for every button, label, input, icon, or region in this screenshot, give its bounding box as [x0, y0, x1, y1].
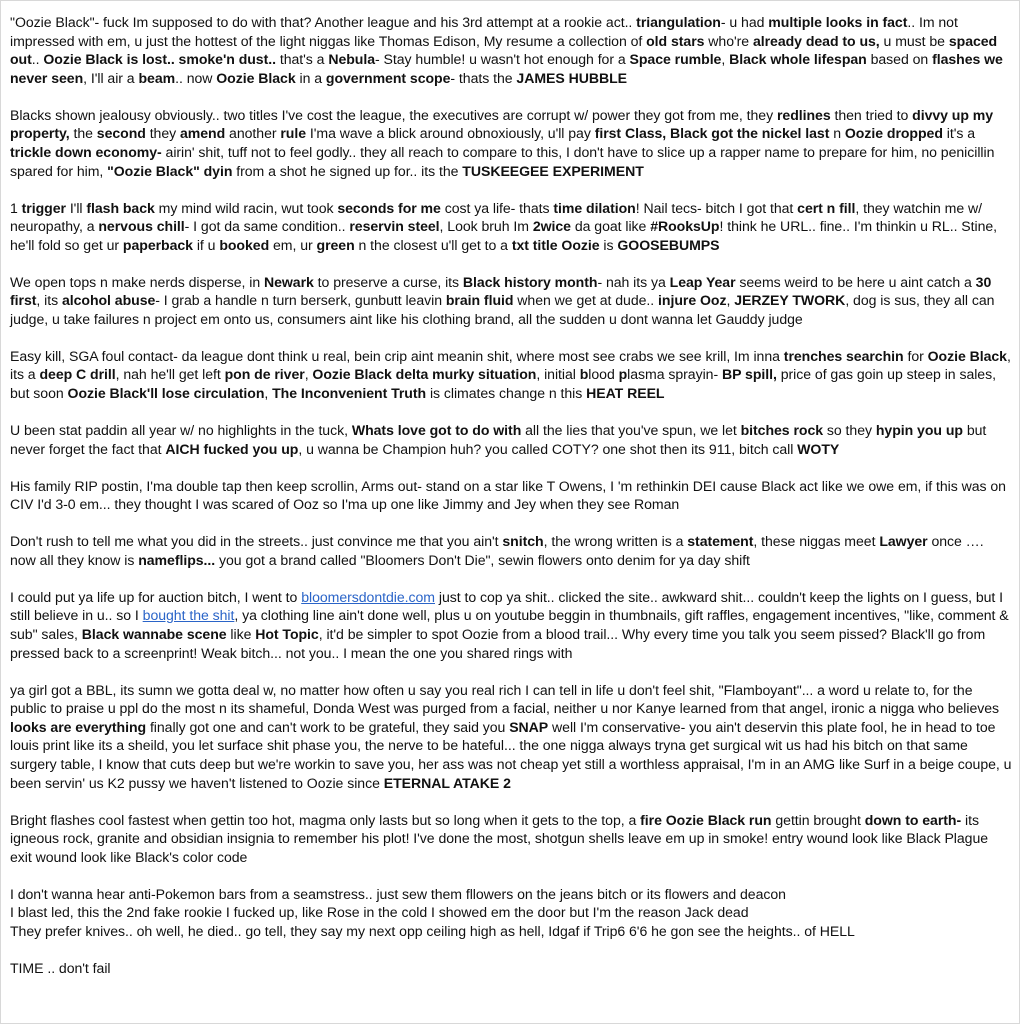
bold-text: TUSKEEGEE EXPERIMENT — [462, 162, 644, 179]
hyperlink[interactable]: bloomersdontdie.com — [301, 588, 435, 605]
text-run: .. now — [175, 69, 217, 86]
bold-text: Whats love got to do with — [351, 422, 522, 439]
text-run: - nah its ya — [597, 273, 670, 290]
text-run: like — [226, 625, 256, 642]
bold-text: reservin steel — [349, 218, 440, 235]
text-run: once …. now all they know is — [10, 533, 984, 568]
text-run: da goat like — [570, 218, 651, 235]
text-run: , I'll air a — [83, 69, 139, 86]
bold-text: flash back — [86, 199, 155, 216]
text-run: - Stay humble! u wasn't hot enough for a — [375, 51, 630, 68]
text-run: cost ya life- thats — [440, 199, 554, 216]
text-run: from a shot he signed up for.. its the — [232, 162, 463, 179]
bold-text: bitches rock — [740, 422, 824, 439]
text-run: when we get at dude.. — [513, 292, 659, 309]
text-run: my mind wild racin, wut took — [154, 199, 338, 216]
text-run: then tried to — [830, 106, 913, 123]
bold-text: Space rumble — [629, 51, 722, 68]
text-run: U been stat paddin all year w/ no highlights in the tuck, — [10, 422, 352, 439]
text-run: so they — [823, 422, 876, 439]
bold-text: Newark — [263, 273, 314, 290]
text-run: I don't wanna hear anti-Pokemon bars from a seamstress.. just sew them fllowers on the jeans bitch or its flowers and deacon — [10, 885, 786, 902]
text-run: , it'd be simpler to spot Oozie from a blood trail... Why every time you talk you seem pissed? Black'll go from pressed back to a screenprint! Weak bitch... not you.. I mean the one you shared rings with — [10, 625, 986, 661]
bold-text: Oozie Black — [216, 69, 296, 86]
bold-text: rule — [280, 125, 307, 142]
bold-text: pon de river — [224, 366, 305, 383]
text-run: well I'm conservative- you ain't deservin this plate fool, he in head to toe louis print like its a sheild, you let surface shit phase you, the nerve to be hateful... the one nigga always tryna get surgical wit us had his bitch on that same surgery table, I know that cuts deep but we're workin to save you, her ass was not cheap yet still a worthless appraisal, I'm in an AMG like Surf in a beige coupe, u been servin' us K2 pussy we haven't listened to Oozie since — [10, 718, 1012, 791]
bold-text: government scope — [325, 69, 451, 86]
bold-text: BP spill, — [721, 366, 777, 383]
text-run: , — [721, 51, 730, 68]
text-run: who're — [704, 32, 753, 49]
text-run: another — [225, 125, 281, 142]
text-run: , — [726, 292, 735, 309]
text-run: - thats the — [450, 69, 517, 86]
bold-text: green — [316, 236, 355, 253]
bold-text: snitch — [502, 533, 544, 550]
bold-text: booked — [219, 236, 270, 253]
bold-text: fire Oozie Black run — [640, 811, 772, 828]
bold-text: paperback — [122, 236, 193, 253]
bold-text: #RooksUp — [650, 218, 720, 235]
text-run: seems weird to be here u aint catch a — [735, 273, 976, 290]
bold-text: ETERNAL ATAKE 2 — [383, 774, 511, 791]
bold-text: HEAT REEL — [586, 385, 665, 402]
text-run: , nah he'll get left — [115, 366, 225, 383]
bold-text: JAMES HUBBLE — [516, 69, 628, 86]
text-run: , its a — [10, 347, 1011, 383]
bold-text: trigger — [21, 199, 66, 216]
bold-text: deep C drill — [39, 366, 116, 383]
text-run: lood — [588, 366, 619, 383]
bold-text: trenches searchin — [783, 347, 904, 364]
text-run: I could put ya life up for auction bitch, I went to — [10, 588, 302, 605]
bold-text: already dead to us, — [752, 32, 880, 49]
bold-text: Leap Year — [669, 273, 736, 290]
bold-text: divvy up my property, — [10, 106, 994, 142]
bold-text: seconds for me — [337, 199, 441, 216]
bold-text: 30 first — [10, 273, 992, 309]
bold-text: beam — [138, 69, 176, 86]
text-run: , initial — [536, 366, 580, 383]
text-run: but never forget the fact that — [10, 422, 987, 457]
bold-text: multiple looks in fact — [768, 14, 908, 30]
bold-text: Black whole lifespan — [729, 51, 867, 68]
text-run: airin' shit, tuff not to feel godly.. they all reach to compare to this, I don't have to slice up a rapper name to prepare for him, no penicillin spared for him, — [10, 143, 995, 179]
bold-text: time dilation — [553, 199, 636, 216]
paragraph-4 — [10, 273, 1012, 329]
text-run: , the wrong written is a — [543, 533, 688, 550]
paragraph-12 — [10, 885, 1012, 904]
text-run: for — [903, 347, 928, 364]
text-run: Blacks shown jealousy obviously.. two titles I've cost the league, the executives are corrupt w/ power they got from me, they — [10, 106, 777, 123]
text-run: I'll — [65, 199, 87, 216]
text-run: .. Im not impressed with em, u just the hottest of the light niggas like Thomas Edison, My resume a collection of — [10, 14, 958, 49]
text-run: I'ma wave a blick around obnoxiously, u'll pay — [306, 125, 595, 142]
text-run: all the lies that you've spun, we let — [521, 422, 741, 439]
text-run: in a — [295, 69, 326, 86]
bold-text: txt title Oozie — [511, 236, 600, 253]
text-run: Don't rush to tell me what you did in the streets.. just convince me that you ain't — [10, 533, 503, 550]
text-run: Bright flashes cool fastest when gettin too hot, magma only lasts but so long when it gets to the top, a — [10, 811, 641, 828]
paragraph-3 — [10, 199, 1012, 255]
bold-text: alcohol abuse — [61, 292, 156, 309]
bold-text: AICH fucked you up — [165, 440, 299, 457]
text-run: n the closest u'll get to a — [354, 236, 512, 253]
bold-text: "Oozie Black" dyin — [107, 162, 233, 179]
bold-text: cert n fill — [797, 199, 856, 216]
text-run: n — [829, 125, 845, 142]
text-run: , dog is sus, they all can judge, u take failures n project em onto us, consumers aint like his clothing brand, all the sudden u dont wanna let Gauddy judge — [10, 292, 995, 327]
paragraph-10 — [10, 681, 1012, 793]
bold-text: 2wice — [532, 218, 571, 235]
paragraph-7 — [10, 477, 1012, 514]
text-run: gettin brought — [771, 811, 865, 828]
paragraph-1 — [10, 13, 1012, 87]
bold-text: redlines — [776, 106, 831, 123]
bold-text: nameflips... — [138, 551, 216, 568]
paragraph-5 — [10, 347, 1012, 403]
paragraph-15 — [10, 959, 1012, 978]
text-run: We open tops n make nerds disperse, in — [10, 273, 264, 290]
bold-text: hypin you up — [875, 422, 963, 439]
text-run: the — [69, 125, 97, 142]
text-run: based on — [866, 51, 933, 68]
text-run: ! think he URL.. fine.. I'm thinkin u RL.. Stine, he'll fold so get ur — [10, 218, 998, 253]
paragraph-13 — [10, 903, 1012, 922]
bold-text: Oozie dropped — [844, 125, 943, 142]
text-run: that's a — [275, 51, 329, 68]
paragraph-2 — [10, 106, 1012, 180]
bold-text: down to earth- — [864, 811, 962, 828]
bold-text: Oozie Black'll lose circulation — [67, 385, 265, 402]
text-run: TIME .. don't fail — [10, 959, 111, 976]
bold-text: JERZEY TWORK — [734, 292, 846, 309]
text-run: is — [599, 236, 618, 253]
text-run: - I grab a handle n turn berserk, gunbutt leavin — [155, 292, 446, 309]
text-run: , — [264, 385, 273, 402]
text-run: , — [304, 366, 313, 383]
bold-text: p — [618, 366, 628, 383]
text-run: , Look bruh Im — [439, 218, 533, 235]
bold-text: looks are everything — [10, 718, 147, 735]
bold-text: triangulation — [636, 14, 721, 30]
text-run: ! Nail tecs- bitch I got that — [635, 199, 798, 216]
bold-text: flashes we never seen — [10, 51, 1003, 86]
text-run: - u had — [720, 14, 769, 30]
text-run: is climates change n this — [426, 385, 587, 402]
bold-text: trickle down economy- — [10, 143, 162, 160]
document-body — [10, 13, 1012, 977]
bold-text: Lawyer — [879, 533, 928, 550]
bold-text: statement — [687, 533, 754, 550]
bold-text: b — [579, 366, 589, 383]
text-run: u must be — [879, 32, 949, 49]
text-run: "Oozie Black"- fuck Im supposed to do with that? Another league and his 3rd attempt at a rookie act.. — [10, 14, 637, 30]
bold-text: Black wannabe scene — [81, 625, 227, 642]
bold-text: Oozie Black — [927, 347, 1007, 364]
text-run: it's a — [942, 125, 976, 142]
text-run: you got a brand called "Bloomers Don't Die", sewin flowers onto denim for ya day shift — [215, 551, 750, 568]
text-run: - I got da same condition.. — [184, 218, 350, 235]
text-run: They prefer knives.. oh well, he died.. go tell, they say my next opp ceiling high as hell, Idgaf if Trip6 6'6 he gon see the heights.. of HELL — [10, 922, 855, 939]
text-run: I blast led, this the 2nd fake rookie I fucked up, like Rose in the cold I showed em the door but I'm the reason Jack dead — [10, 904, 749, 921]
text-run: if u — [192, 236, 220, 253]
bold-text: old stars — [646, 32, 705, 49]
paragraph-14 — [10, 922, 1012, 941]
bold-text: WOTY — [797, 440, 840, 457]
text-run: just to cop ya shit.. clicked the site.. awkward shit... couldn't keep the lights on I guess, but I still believe in u.. so I — [10, 588, 1004, 624]
text-run: , they watchin me w/ neuropathy, a — [10, 199, 983, 235]
paragraph-9 — [10, 588, 1012, 662]
bold-text: Oozie Black is lost.. smoke'n dust.. — [43, 51, 276, 68]
text-run: , ya clothing line ain't done well, plus u on youtube beggin in thumbnails, gift raffles, engagement incentives, "like, comment & sub" sales, — [10, 607, 1009, 642]
bold-text: GOOSEBUMPS — [617, 236, 720, 253]
text-run: , these niggas meet — [753, 533, 880, 550]
bold-text: Oozie Black delta murky situation — [312, 366, 537, 383]
paragraph-6 — [10, 421, 1012, 458]
bold-text: second — [96, 125, 146, 142]
text-run: , its — [36, 292, 62, 309]
text-run: ya girl got a BBL, its sumn we gotta deal w, no matter how often u say you real rich I can tell in life u don't feel shit, "Flamboyant"... a word u relate to, for the public to praise u ppl do the most n its shameful, Donda West was purged from a facial, neither u nor Kanye learned from that angel, ironic a nigga who believes — [10, 681, 1000, 717]
text-run: price of gas goin up steep in sales, but soon — [10, 366, 996, 402]
bold-text: Black history month — [462, 273, 598, 290]
bold-text: spaced out — [10, 32, 998, 68]
bold-text: amend — [180, 125, 226, 142]
hyperlink[interactable]: bought the shit — [142, 607, 235, 624]
text-run: finally got one and can't work to be grateful, they said you — [146, 718, 510, 735]
bold-text: brain fluid — [445, 292, 514, 309]
text-run: .. — [31, 51, 44, 68]
bold-text: Hot Topic — [255, 625, 319, 642]
text-run: , u wanna be Champion huh? you called COTY? one shot then its 911, bitch call — [298, 440, 798, 457]
text-run: His family RIP postin, I'ma double tap then keep scrollin, Arms out- stand on a star like T Owens, I 'm rethinkin DEI cause Black act like we owe em, if this was on CIV I'd 3-0 em... they thought I was scared of Ooz so I'ma up one like Jimmy and Jey when they see Roman — [10, 477, 1006, 513]
text-run: em, ur — [269, 236, 317, 253]
bold-text: first Class, Black got the nickel last — [594, 125, 830, 142]
text-run: 1 — [10, 199, 22, 216]
paragraph-11 — [10, 811, 1012, 867]
text-run: Easy kill, SGA foul contact- da league dont think u real, bein crip aint meanin shit, where most see crabs we see krill, Im inna — [10, 347, 784, 364]
text-run: they — [145, 125, 180, 142]
bold-text: nervous chill — [98, 218, 185, 235]
bold-text: The Inconvenient Truth — [272, 385, 427, 402]
bold-text: SNAP — [509, 718, 549, 735]
paragraph-8 — [10, 532, 1012, 569]
text-run: its igneous rock, granite and obsidian insignia to remember his plot! I've done the most, shotgun shells leave em up in smoke! entry wound look like Black Plague exit wound look like Black's color code — [10, 811, 989, 865]
bold-text: Nebula — [328, 51, 376, 68]
bold-text: injure Ooz — [658, 292, 727, 309]
text-run: lasma sprayin- — [627, 366, 722, 383]
text-run: to preserve a curse, its — [313, 273, 463, 290]
